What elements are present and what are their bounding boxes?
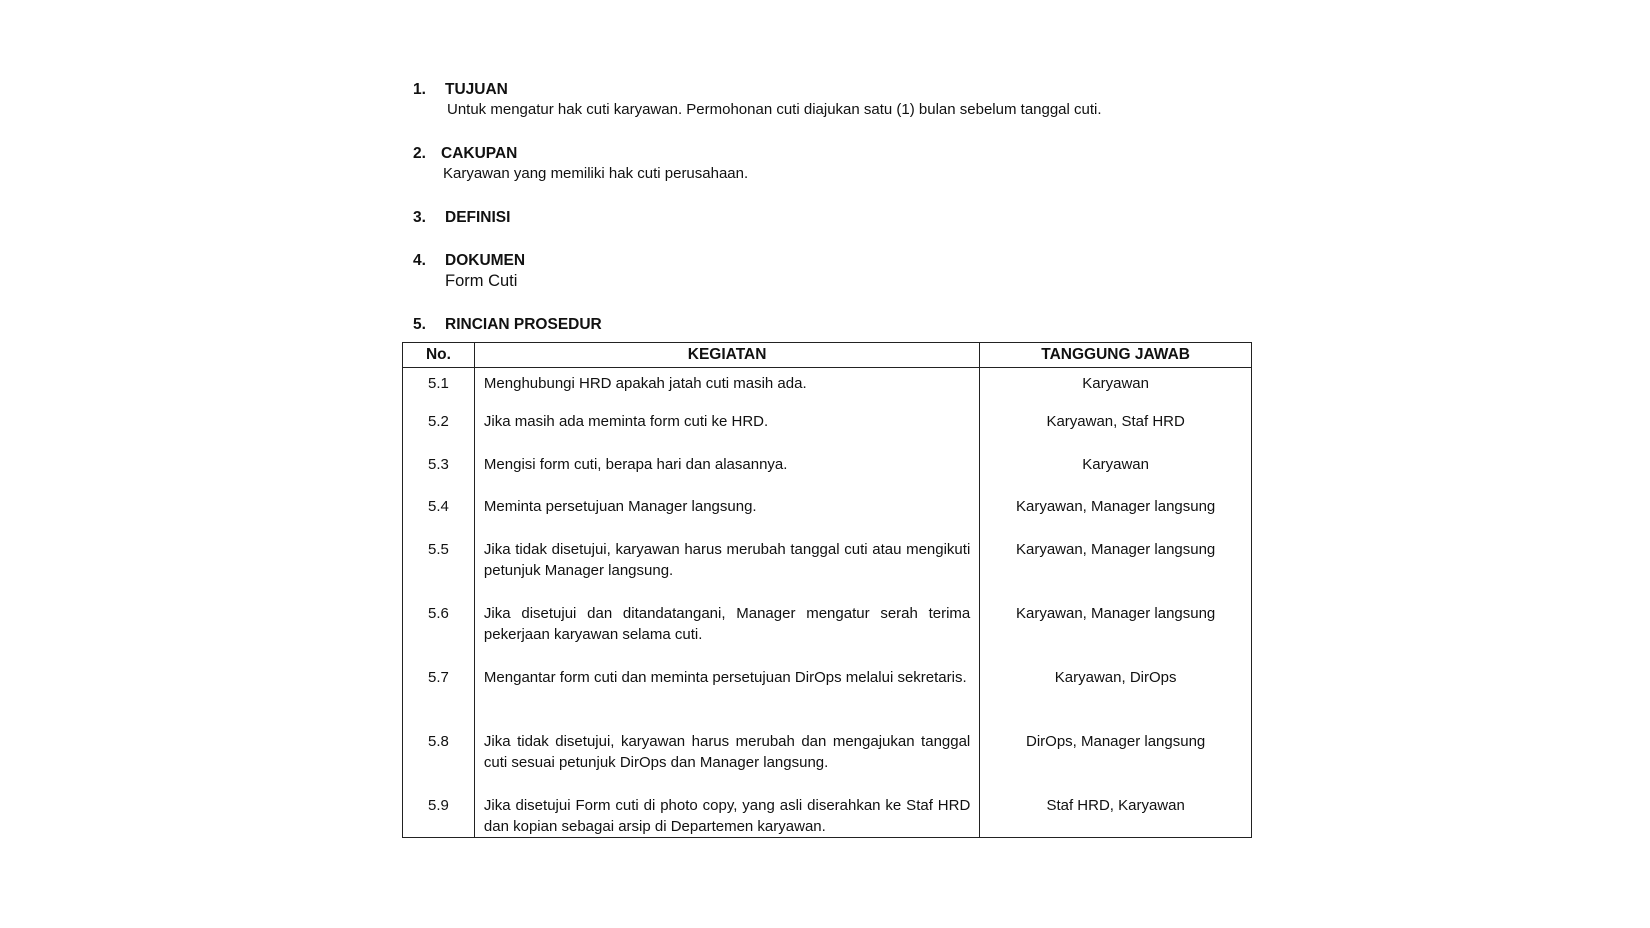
table-row [403,368,1252,411]
table-row [403,603,1252,667]
row-responsible: Karyawan, Manager langsung [980,603,1252,667]
row-activity: Mengisi form cuti, berapa hari dan alasannya. [474,454,979,496]
table-header-row [403,343,1252,368]
header-tanggung-jawab: TANGGUNG JAWAB [980,343,1252,368]
table-row [403,539,1252,603]
row-activity: Jika disetujui Form cuti di photo copy, yang asli diserahkan ke Staf HRD dan kopian sebagai arsip di Departemen karyawan. [474,795,979,838]
section-number: 5. [413,316,426,333]
section-body: Karyawan yang memiliki hak cuti perusahaan. [443,165,749,182]
table-row [403,496,1252,539]
row-activity: Menghubungi HRD apakah jatah cuti masih ada. [474,368,979,411]
section-number: 4. [413,252,426,269]
row-activity: Jika masih ada meminta form cuti ke HRD. [474,411,979,454]
row-responsible: Karyawan, DirOps [980,667,1252,731]
document [413,80,1253,335]
section-number: 1. [413,81,426,98]
header-kegiatan: KEGIATAN [474,343,979,368]
row-activity: Meminta persetujuan Manager langsung. [474,496,979,539]
section-title: DEFINISI [445,209,511,226]
table-row [403,731,1252,795]
row-activity: Jika tidak disetujui, karyawan harus merubah tanggal cuti atau mengikuti petunjuk Manager langsung. [474,539,979,603]
row-number: 5.6 [403,603,475,667]
table-row [403,667,1252,731]
row-number: 5.1 [403,368,475,411]
row-activity: Jika disetujui dan ditandatangani, Manager mengatur serah terima pekerjaan karyawan selama cuti. [474,603,979,667]
row-activity: Jika tidak disetujui, karyawan harus merubah dan mengajukan tanggal cuti sesuai petunjuk DirOps dan Manager langsung. [474,731,979,795]
row-number: 5.3 [403,454,475,496]
section-body: Form Cuti [445,272,518,290]
row-responsible: Karyawan, Manager langsung [980,539,1252,603]
row-number: 5.5 [403,539,475,603]
row-responsible: Karyawan [980,368,1252,411]
row-responsible: Karyawan, Staf HRD [980,411,1252,454]
procedure-table [402,342,1252,838]
section-cakupan [413,144,1253,184]
section-definisi [413,208,1253,228]
row-number: 5.2 [403,411,475,454]
row-responsible: DirOps, Manager langsung [980,731,1252,795]
section-body: Untuk mengatur hak cuti karyawan. Permohonan cuti diajukan satu (1) bulan sebelum tanggal cuti. [447,101,1102,118]
section-title: TUJUAN [445,81,508,98]
row-number: 5.7 [403,667,475,731]
row-number: 5.9 [403,795,475,838]
row-responsible: Karyawan, Manager langsung [980,496,1252,539]
table-row [403,795,1252,838]
section-title: DOKUMEN [445,252,526,269]
row-responsible: Staf HRD, Karyawan [980,795,1252,838]
header-no: No. [403,343,475,368]
section-dokumen [413,251,1253,291]
table-row [403,411,1252,454]
table-row [403,454,1252,496]
row-number: 5.4 [403,496,475,539]
section-title: CAKUPAN [441,145,518,162]
row-number: 5.8 [403,731,475,795]
row-responsible: Karyawan [980,454,1252,496]
section-number: 3. [413,209,426,226]
section-rincian-prosedur [413,315,1253,335]
section-tujuan [413,80,1253,120]
section-number: 2. [413,145,426,162]
row-activity: Mengantar form cuti dan meminta persetujuan DirOps melalui sekretaris. [474,667,979,731]
section-title: RINCIAN PROSEDUR [445,316,602,333]
